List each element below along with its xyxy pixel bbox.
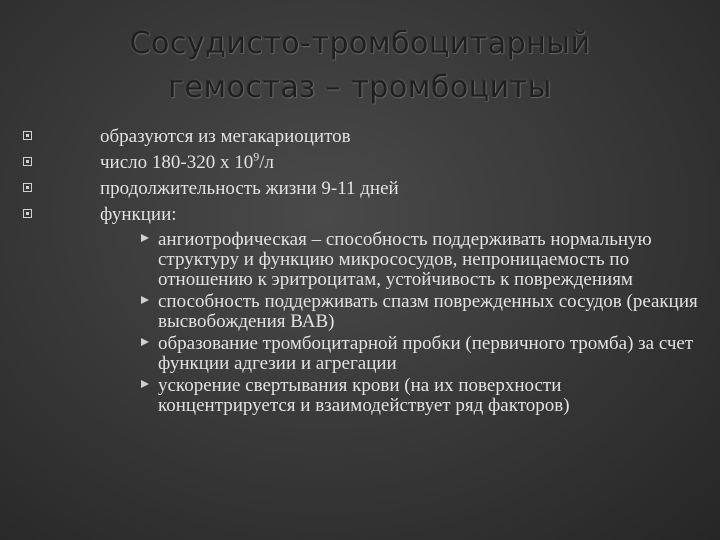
- bullet-item: [100, 149, 700, 174]
- slide-title: [0, 22, 720, 110]
- slide-title-line-1: Сосудисто-тромбоцитарный: [129, 26, 591, 61]
- bullet-text: число 180-320 х 10: [100, 152, 254, 173]
- bullet-list: [100, 126, 700, 416]
- bullet-item: [100, 204, 700, 226]
- arrow-bullet-icon: [141, 296, 149, 304]
- slide-title-line-2: гемостаз – тромбоциты: [168, 70, 552, 105]
- square-bullet-icon: [23, 209, 32, 218]
- arrow-bullet-icon: [141, 380, 149, 388]
- exponent: 9: [253, 149, 260, 164]
- sub-bullet-item: [158, 376, 700, 416]
- bullet-text: продолжительность жизни 9-11 дней: [100, 178, 399, 199]
- sub-bullet-text: образование тромбоцитарной пробки (первичного тромба) за счет функции адгезии и агрегации: [158, 333, 694, 374]
- square-bullet-icon: [23, 157, 32, 166]
- bullet-text: образуются из мегакариоцитов: [100, 126, 351, 147]
- unit-text: /л: [259, 152, 274, 173]
- bullet-text: функции:: [100, 204, 177, 225]
- sub-bullet-text: ангиотрофическая – способность поддерживать нормальную структуру и функцию микрососудов, непроницаемость по отношению к эритроцитам, устойчивость к повреждениям: [158, 229, 652, 290]
- sub-bullet-text: способность поддерживать спазм поврежденных сосудов (реакция высвобождения ВАВ): [158, 291, 698, 332]
- square-bullet-icon: [23, 183, 32, 192]
- bullet-item: [100, 126, 700, 148]
- arrow-bullet-icon: [141, 234, 149, 242]
- bullet-item: [100, 178, 700, 200]
- sub-bullet-item: [158, 230, 700, 290]
- sub-bullet-item: [158, 334, 700, 374]
- arrow-bullet-icon: [141, 338, 149, 346]
- sub-bullet-item: [158, 292, 700, 332]
- square-bullet-icon: [23, 131, 32, 140]
- sub-bullet-text: ускорение свертывания крови (на их поверхности концентрируется и взаимодействует ряд факторов): [158, 375, 570, 416]
